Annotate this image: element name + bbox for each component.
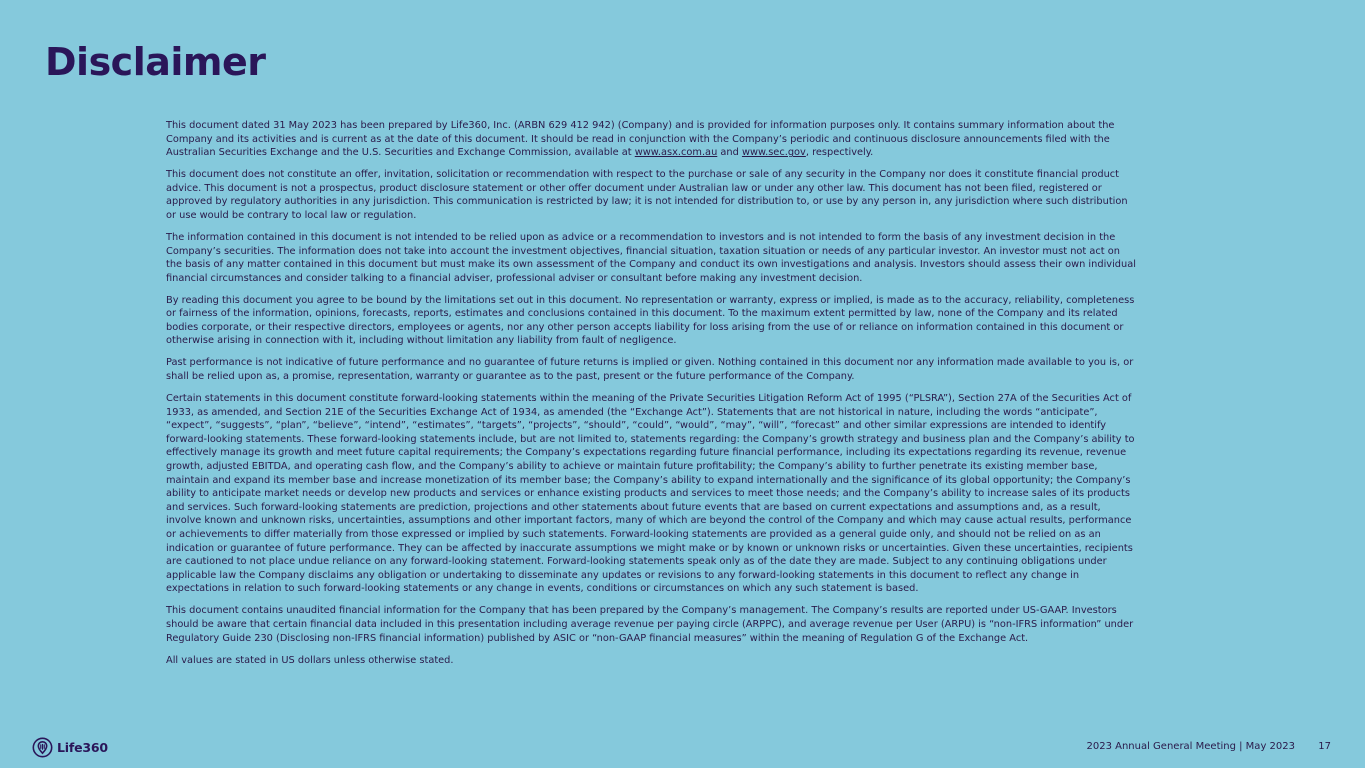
paragraph-limitations: By reading this document you agree to be bound by the limitations set out in this document. No representation or warranty, express or implied, is made as to the accuracy, reliability, completeness or fairness of the information, opinions, forecasts, reports, estimates and conclusions contained in this document. To the maximum extent permitted by law, none of the Company and its related bodies corporate, or their respective directors, employees or agents, nor any other person accepts liability for loss arising from the use of or reliance on information contained in this document or otherwise arising in connection with it, including without limitation any liability from fault of negligence. [166, 294, 1135, 347]
paragraph-not-advice: The information contained in this document is not intended to be relied upon as advice or a recommendation to investors and is not intended to form the basis of any investment decision in the Company’s securities. The information does not take into account the investment objectives, financial situation, taxation situation or needs of any particular investor. An investor must not act on the basis of any matter contained in this document but must make its own assessment of the Company and conduct its own investigations and analysis. Investors should assess their own individual financial circumstances and consider talking to a financial adviser, professional adviser or consultant before making any investment decision. [166, 231, 1136, 284]
page-number: 17 [1318, 741, 1331, 752]
disclaimer-body [166, 119, 1136, 676]
footer-meeting-label: 2023 Annual General Meeting | May 2023 [1086, 741, 1295, 752]
paragraph-past-performance: Past performance is not indicative of future performance and no guarantee of future returns is implied or given. Nothing contained in this document nor any information made available to you is, or shall be relied upon as, a promise, representation, warranty or guarantee as to the past, present or the future performance of the Company. [166, 357, 1134, 383]
paragraph-currency: All values are stated in US dollars unless otherwise stated. [166, 654, 454, 666]
asx-link[interactable]: www.asx.com.au [634, 147, 718, 159]
life360-logo [32, 737, 108, 758]
paragraph-text: , respectively. [805, 147, 874, 159]
sec-link[interactable]: www.sec.gov [741, 147, 806, 159]
paragraph-non-ifrs: This document contains unaudited financial information for the Company that has been prepared by the Company’s management. The Company’s results are reported under US-GAAP. Investors should be aware that certain financial data included in this presentation including average revenue per paying circle (ARPPC), and average revenue per User (ARPU) is “non-IFRS information” under Regulatory Guide 230 (Disclosing non-IFRS financial information) published by ASIC or “non-GAAP financial measures” within the meaning of Regulation G of the Exchange Act. [166, 605, 1134, 644]
paragraph-text: This document dated 31 May 2023 has been prepared by Life360, Inc. (ARBN 629 412 942) (Company) and is provided for information purposes only. It contains summary information about the Company and its activities and is current as at the date of this document. It should be read in conjunction with the Company’s periodic and continuous disclosure announcements filed with the Australian Securities Exchange and the U.S. Securities and Exchange Commission, available at [166, 120, 1115, 159]
paragraph-text: and [717, 147, 742, 159]
page-title: Disclaimer [45, 40, 266, 84]
paragraph-no-offer: This document does not constitute an offer, invitation, solicitation or recommendation with respect to the purchase or sale of any security in the Company nor does it constitute financial product advice. This document is not a prospectus, product disclosure statement or other offer document under Australian law or under any other law. This document has not been filed, registered or approved by regulatory authorities in any jurisdiction. This communication is restricted by law; it is not intended for distribution to, or use by any person in, any jurisdiction where such distribution or use would be contrary to local law or regulation. [166, 169, 1128, 221]
logo-wordmark: Life360 [57, 740, 108, 755]
paragraph-document-info [166, 119, 1136, 160]
paragraph-forward-looking: Certain statements in this document constitute forward-looking statements within the meaning of the Private Securities Litigation Reform Act of 1995 (“PLSRA”), Section 27A of the Securities Act of 1933, as amended, and Section 21E of the Securities Exchange Act of 1934, as amended (the “Exchange Act”). Statements that are not historical in nature, including the words “anticipate”, “expect”, “suggests”, “plan”, “believe”, “intend”, “estimates”, “targets”, “projects”, “should”, “could”, “would”, “may”, “will”, “forecast” and other similar expressions are intended to identify forward-looking statements. These forward-looking statements include, but are not limited to, statements regarding: the Company’s growth strategy and business plan and the Company’s ability to effectively manage its growth and meet future capital requirements; the Company’s expectations regarding future financial performance, including its expectations regarding its revenue, revenue growth, adjusted EBITDA, and operating cash flow, and the Company’s ability to achieve or maintain future profitability; the Company’s ability to further penetrate its existing member base, maintain and expand its member base and increase monetization of its member base; the Company’s ability to expand internationally and the significance of its global opportunity; the Company’s ability to anticipate market needs or develop new products and services or enhance existing products and services to meet those needs; and the Company’s ability to increase sales of its products and services. Such forward-looking statements are prediction, projections and other statements about future events that are based on current expectations and assumptions and, as a result, involve known and unknown risks, uncertainties, assumptions and other important factors, many of which are beyond the control of the Company and which may cause actual results, performance or achievements to differ materially from those expressed or implied by such statements. Forward-looking statements are provided as a general guide only, and should not be relied on as an indication or guarantee of future performance. They can be affected by inaccurate assumptions we might make or by known or unknown risks or uncertainties. Given these uncertainties, recipients are cautioned to not place undue reliance on any forward-looking statement. Forward-looking statements speak only as of the date they are made. Subject to any continuing obligations under applicable law the Company disclaims any obligation or undertaking to disseminate any updates or revisions to any forward-looking statements in this document to reflect any change in expectations in relation to such forward-looking statements or any change in events, conditions or circumstances on which any such statement is based. [166, 393, 1135, 595]
life360-logo-icon [32, 737, 53, 758]
